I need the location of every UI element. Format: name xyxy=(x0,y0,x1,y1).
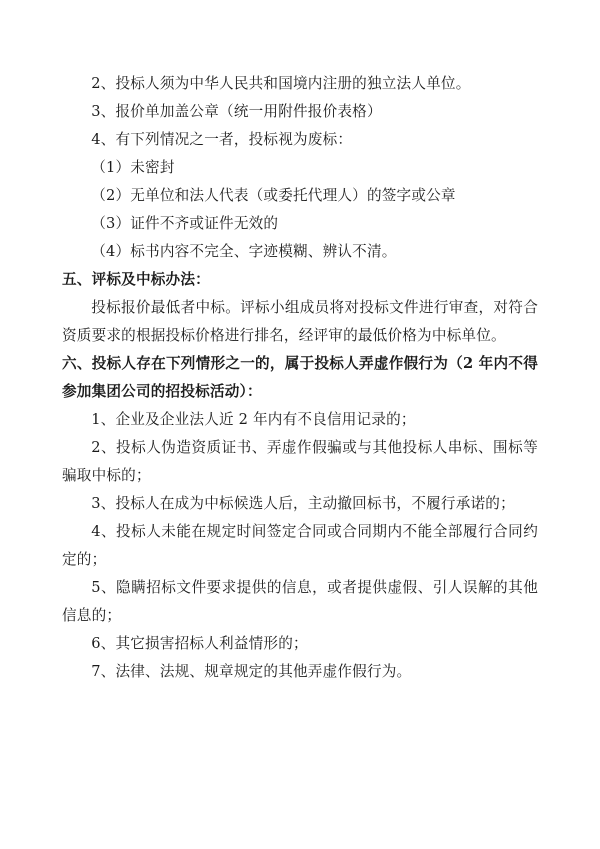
paragraph-clause-6-7: 7、法律、法规、规章规定的其他弄虚作假行为。 xyxy=(91,663,412,681)
paragraph-section-five-body: 投标报价最低者中标。评标小组成员将对投标文件进行审查，对符合资质要求的根据投标价格进行排名，经评审的最低价格为中标单位。 xyxy=(62,299,538,345)
paragraph-clause-4: 4、有下列情况之一者，投标视为废标： xyxy=(91,131,353,149)
section-heading-six: 六、投标人存在下列情形之一的，属于投标人弄虚作假行为（2 年内不得参加集团公司的招投标活动）： xyxy=(62,355,538,401)
paragraph-clause-6-4: 4、投标人未能在规定时间签定合同或合同期内不能全部履行合同约定的； xyxy=(62,523,538,569)
paragraph-clause-6-2: 2、投标人伪造资质证书、弄虚作假骗或与其他投标人串标、围标等骗取中标的； xyxy=(62,439,538,485)
section-heading-five: 五、评标及中标办法： xyxy=(62,271,210,289)
paragraph-clause-3: 3、报价单加盖公章（统一用附件报价表格） xyxy=(91,103,382,121)
paragraph-clause-4-3: （3）证件不齐或证件无效的 xyxy=(91,215,279,233)
paragraph-clause-6-1: 1、企业及企业法人近 2 年内有不良信用记录的； xyxy=(91,411,416,429)
paragraph-clause-4-2: （2）无单位和法人代表（或委托代理人）的签字或公章 xyxy=(91,187,456,205)
paragraph-clause-2: 2、投标人须为中华人民共和国境内注册的独立法人单位。 xyxy=(91,75,471,92)
paragraph-clause-4-1: （1）未密封 xyxy=(91,159,175,177)
paragraph-clause-6-3: 3、投标人在成为中标候选人后，主动撤回标书，不履行承诺的； xyxy=(91,495,515,513)
paragraph-clause-6-5: 5、隐瞒招标文件要求提供的信息，或者提供虚假、引人误解的其他信息的； xyxy=(62,579,538,625)
paragraph-clause-4-4: （4）标书内容不完全、字迹模糊、辨认不清。 xyxy=(91,243,397,261)
paragraph-clause-6-6: 6、其它损害招标人利益情形的； xyxy=(91,635,308,653)
document-body xyxy=(62,70,538,686)
